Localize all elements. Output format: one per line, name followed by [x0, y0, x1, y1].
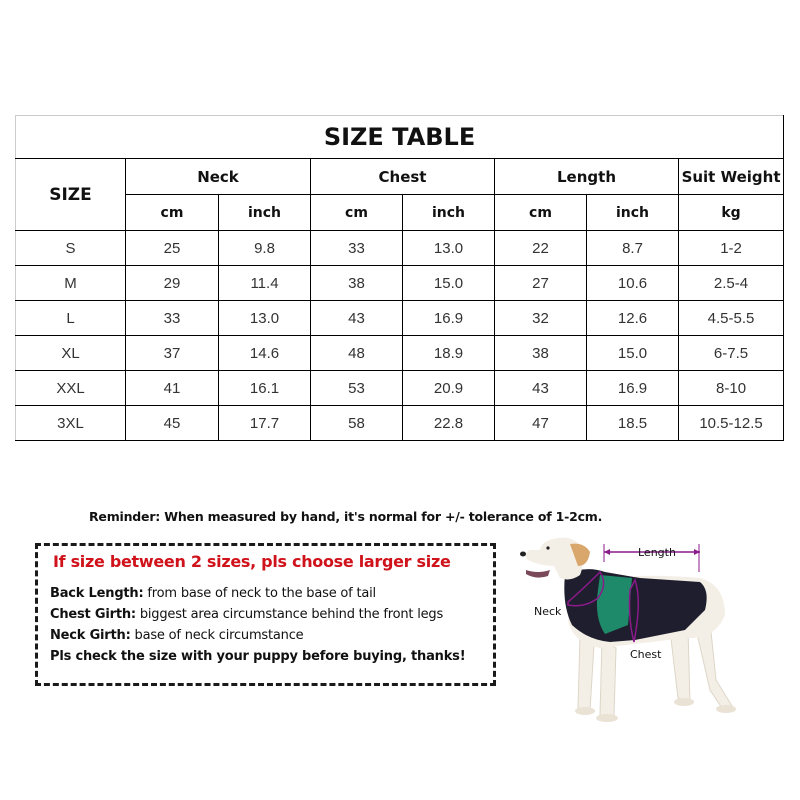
length-cm-cell: 43: [495, 371, 587, 406]
tolerance-reminder: Reminder: When measured by hand, it's normal for +/- tolerance of 1-2cm.: [89, 509, 603, 524]
neck-girth-text: base of neck circumstance: [130, 628, 304, 643]
chest-girth-definition: [50, 607, 443, 622]
chest-girth-text: biggest area circumstance behind the front legs: [135, 607, 444, 622]
chest-cm-header: cm: [311, 195, 403, 231]
neck-inch-cell: 14.6: [219, 336, 311, 371]
chest-inch-cell: 22.8: [403, 406, 495, 441]
neck-cm-cell: 29: [126, 266, 219, 301]
length-cm-cell: 22: [495, 231, 587, 266]
length-inch-cell: 15.0: [587, 336, 679, 371]
length-inch-cell: 8.7: [587, 231, 679, 266]
length-group-header: Length: [495, 159, 679, 195]
neck-inch-cell: 17.7: [219, 406, 311, 441]
neck-inch-cell: 13.0: [219, 301, 311, 336]
neck-cm-header: cm: [126, 195, 219, 231]
size-cell: M: [16, 266, 126, 301]
table-row: [16, 406, 784, 441]
weight-kg-cell: 2.5-4: [679, 266, 784, 301]
weight-kg-header: kg: [679, 195, 784, 231]
dog-measurement-diagram: [510, 530, 760, 730]
back-length-term: Back Length:: [50, 586, 144, 601]
size-table: [15, 115, 784, 441]
chest-cm-cell: 33: [311, 231, 403, 266]
length-cm-cell: 38: [495, 336, 587, 371]
size-column-header: SIZE: [16, 159, 126, 231]
length-inch-cell: 10.6: [587, 266, 679, 301]
neck-label: Neck: [534, 605, 562, 618]
weight-kg-cell: 1-2: [679, 231, 784, 266]
table-row: [16, 336, 784, 371]
weight-group-header: Suit Weight: [679, 159, 784, 195]
neck-cm-cell: 33: [126, 301, 219, 336]
table-row: [16, 301, 784, 336]
weight-kg-cell: 8-10: [679, 371, 784, 406]
larger-size-advice: If size between 2 sizes, pls choose larger size: [53, 552, 451, 571]
chest-group-header: Chest: [311, 159, 495, 195]
chest-label: Chest: [630, 648, 662, 661]
sizing-note-box: [35, 543, 496, 686]
length-inch-cell: 16.9: [587, 371, 679, 406]
neck-cm-cell: 41: [126, 371, 219, 406]
size-cell: L: [16, 301, 126, 336]
table-row: [16, 231, 784, 266]
neck-girth-term: Neck Girth:: [50, 628, 131, 643]
size-cell: 3XL: [16, 406, 126, 441]
neck-group-header: Neck: [126, 159, 311, 195]
weight-kg-cell: 10.5-12.5: [679, 406, 784, 441]
table-title: SIZE TABLE: [16, 116, 784, 159]
length-cm-cell: 27: [495, 266, 587, 301]
check-size-closing: Pls check the size with your puppy before buying, thanks!: [50, 649, 466, 664]
chest-girth-term: Chest Girth:: [50, 607, 136, 622]
neck-inch-header: inch: [219, 195, 311, 231]
length-inch-cell: 18.5: [587, 406, 679, 441]
chest-cm-cell: 48: [311, 336, 403, 371]
chest-inch-cell: 18.9: [403, 336, 495, 371]
length-label: Length: [638, 546, 676, 559]
chest-inch-cell: 13.0: [403, 231, 495, 266]
length-inch-header: inch: [587, 195, 679, 231]
back-length-text: from base of neck to the base of tail: [143, 586, 376, 601]
weight-kg-cell: 6-7.5: [679, 336, 784, 371]
back-length-definition: [50, 586, 376, 601]
neck-girth-definition: [50, 628, 303, 643]
size-cell: XXL: [16, 371, 126, 406]
neck-inch-cell: 11.4: [219, 266, 311, 301]
chest-inch-cell: 15.0: [403, 266, 495, 301]
size-cell: S: [16, 231, 126, 266]
dog-illustration-icon: [510, 530, 760, 730]
chest-inch-cell: 20.9: [403, 371, 495, 406]
table-row: [16, 371, 784, 406]
neck-cm-cell: 25: [126, 231, 219, 266]
neck-cm-cell: 37: [126, 336, 219, 371]
neck-cm-cell: 45: [126, 406, 219, 441]
chest-cm-cell: 58: [311, 406, 403, 441]
size-cell: XL: [16, 336, 126, 371]
chest-cm-cell: 53: [311, 371, 403, 406]
length-cm-cell: 47: [495, 406, 587, 441]
length-inch-cell: 12.6: [587, 301, 679, 336]
weight-kg-cell: 4.5-5.5: [679, 301, 784, 336]
chest-cm-cell: 43: [311, 301, 403, 336]
chest-cm-cell: 38: [311, 266, 403, 301]
table-row: [16, 266, 784, 301]
length-cm-cell: 32: [495, 301, 587, 336]
chest-inch-header: inch: [403, 195, 495, 231]
neck-inch-cell: 16.1: [219, 371, 311, 406]
neck-inch-cell: 9.8: [219, 231, 311, 266]
length-cm-header: cm: [495, 195, 587, 231]
chest-inch-cell: 16.9: [403, 301, 495, 336]
